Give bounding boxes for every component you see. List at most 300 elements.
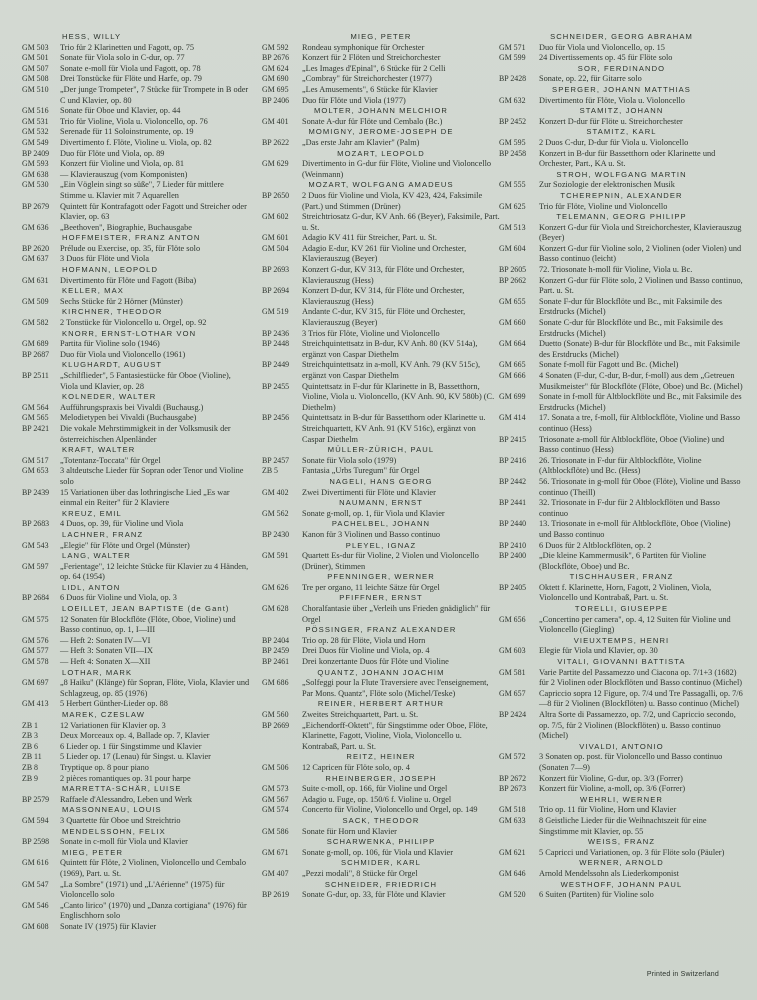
- composer-heading: MENDELSSOHN, FELIX: [62, 826, 166, 836]
- work-description: 6 Suiten (Partiten) für Violine solo: [539, 890, 654, 900]
- catalog-entry: [22, 318, 250, 329]
- work-description: „8 Haiku" (Klänge) für Sopran, Flöte, Viola, Klavier und Schlagzeug, op. 85 (1976): [60, 678, 250, 698]
- catalog-entry: [499, 816, 744, 837]
- catalog-entry: [22, 699, 250, 710]
- composer-heading: KELLER, MAX: [62, 286, 124, 296]
- catalog-entry: [22, 159, 250, 170]
- catalog-entry: [262, 583, 500, 594]
- work-description: Die vokale Mehrstimmigkeit in der Volksmusik der österreichischen Alpenländer: [60, 423, 231, 444]
- work-description: 2 pièces romantiques op. 31 pour harpe: [60, 773, 191, 783]
- catalog-entry: [499, 710, 744, 742]
- work-description: Sonate A-dur für Flöte und Cembalo (Bc.): [302, 116, 443, 126]
- catalog-entry: [22, 858, 250, 879]
- catalog-number: BP 2421: [22, 423, 50, 433]
- work-description: — Heft 4: Sonaten X—XII: [60, 657, 151, 667]
- catalog-number: GM 513: [499, 222, 526, 232]
- catalog-number: GM 578: [22, 657, 49, 667]
- composer-heading: PACHELBEL, JOHANN: [331, 519, 431, 529]
- work-description: Zur Soziologie der elektronischen Musik: [539, 180, 675, 190]
- catalog-number: BP 2416: [499, 455, 527, 465]
- catalog-entry: [22, 202, 250, 223]
- catalog-entry: [499, 869, 744, 880]
- work-description: 15 Variationen über das lothringische Lied „Es war einmal ein Reiter" für 2 Klaviere: [60, 487, 230, 508]
- catalog-entry: [499, 646, 744, 657]
- work-description: Melodietypen bei Vivaldi (Buchausgabe): [60, 413, 197, 423]
- catalog-entry: [22, 85, 250, 106]
- catalog-entry: [262, 869, 500, 880]
- catalog-number: BP 2409: [22, 148, 50, 158]
- composer-heading: MASSONNEAU, LOUIS: [62, 805, 162, 815]
- catalog-entry: [22, 403, 250, 414]
- composer-heading: TISCHHAUSER, FRANZ: [569, 572, 674, 582]
- work-description: Konzert für Violine und Viola, op. 81: [60, 159, 185, 169]
- catalog-entry: [22, 816, 250, 827]
- work-description: Suite c-moll, op. 166, für Violine und Orgel: [302, 784, 448, 794]
- catalog-number: BP 2439: [22, 487, 50, 497]
- catalog-number: ZB 3: [22, 731, 39, 741]
- catalog-entry: [262, 265, 500, 286]
- work-description: „Les Images d'Epinal", 6 Stücke für 2 Celli: [302, 63, 446, 73]
- catalog-entry: [22, 456, 250, 467]
- catalog-entry: [499, 244, 744, 265]
- composer-heading: PÖSSINGER, FRANZ ALEXANDER: [305, 625, 457, 635]
- catalog-number: ZB 9: [22, 773, 39, 783]
- catalog-number: GM 510: [22, 84, 49, 94]
- work-description: „Pezzi modali", 8 Stücke für Orgel: [302, 868, 418, 878]
- catalog-number: GM 516: [22, 106, 49, 116]
- composer-heading: MIEG, PETER: [62, 847, 124, 857]
- work-description: Deux Morceaux op. 4, Ballade op. 7, Klavier: [60, 731, 210, 741]
- catalog-entry: [22, 53, 250, 64]
- catalog-entry: [499, 202, 744, 213]
- work-description: „Das erste Jahr am Klavier" (Palm): [302, 137, 420, 147]
- catalog-entry: [499, 435, 744, 456]
- catalog-number: GM 626: [262, 582, 289, 592]
- catalog-entry: [22, 223, 250, 234]
- work-description: Drei Tonstücke für Flöte und Harfe, op. 79: [60, 74, 202, 84]
- catalog-number: BP 2683: [22, 519, 50, 529]
- catalog-number: GM 591: [262, 551, 289, 561]
- composer-heading: WEHRLI, WERNER: [580, 794, 663, 804]
- catalog-entry: [262, 64, 500, 75]
- work-description: 5 Herbert Günther-Lieder op. 88: [60, 699, 168, 709]
- catalog-number: GM 593: [22, 159, 49, 169]
- work-description: — Heft 2: Sonaten IV—VI: [60, 635, 151, 645]
- catalog-number: GM 571: [499, 42, 526, 52]
- catalog-entry: [499, 360, 744, 371]
- catalog-number: GM 508: [22, 74, 49, 84]
- catalog-entry: [499, 689, 744, 710]
- catalog-entry: [499, 53, 744, 64]
- catalog-number: GM 413: [22, 699, 49, 709]
- catalog-number: GM 574: [262, 805, 289, 815]
- work-description: Triosonate a-moll für Altblockflöte, Oboe (Violine) und Basso continuo (Hess): [539, 434, 725, 455]
- work-description: Arnold Mendelssohn als Liederkomponist: [539, 868, 679, 878]
- catalog-number: BP 2441: [499, 498, 527, 508]
- catalog-entry: [499, 392, 744, 413]
- composer-heading: HOFFMEISTER, FRANZ ANTON: [62, 233, 201, 243]
- composer-heading: KNORR, ERNST-LOTHAR VON: [62, 328, 197, 338]
- catalog-number: BP 2440: [499, 519, 527, 529]
- catalog-number: GM 660: [499, 318, 526, 328]
- catalog-number: ZB 6: [22, 741, 39, 751]
- catalog-number: GM 562: [262, 508, 289, 518]
- work-description: Sonate für Horn und Klavier: [302, 826, 397, 836]
- catalog-entry: [499, 74, 744, 85]
- work-description: Sonate in f-moll für Altblockflöte und Bc., mit Faksimile des Erstdrucks (Michel): [539, 392, 742, 412]
- catalog-number: BP 2619: [262, 890, 290, 900]
- catalog-number: BP 2579: [22, 794, 50, 804]
- work-description: 12 Variationen für Klavier op. 3: [60, 720, 166, 730]
- catalog-entry: [262, 678, 500, 699]
- work-description: 5 Lieder op. 17 (Lenau) für Singst. u. Klavier: [60, 752, 211, 762]
- catalog-number: GM 695: [262, 84, 289, 94]
- work-description: Sonate für Viola solo in C-dur, op. 77: [60, 53, 185, 63]
- printed-in-note: Printed in Switzerland: [646, 971, 719, 978]
- catalog-number: BP 2449: [262, 360, 290, 370]
- work-description: 24 Divertissements op. 45 für Flöte solo: [539, 53, 673, 63]
- catalog-number: GM 504: [262, 243, 289, 253]
- composer-heading: SCHNEIDER, GEORG ABRAHAM: [550, 32, 693, 41]
- catalog-entry: [22, 64, 250, 75]
- composer-heading: MOZART, WOLFGANG AMADEUS: [308, 180, 454, 190]
- work-description: Elegie für Viola und Klavier, op. 30: [539, 646, 658, 656]
- work-description: Konzert für Violine, a-moll, op. 3/6 (Forrer): [539, 784, 686, 794]
- work-description: Rondeau symphonique für Orchester: [302, 42, 425, 52]
- catalog-number: BP 2669: [262, 720, 290, 730]
- catalog-entry: [22, 519, 250, 530]
- work-description: Konzert für Violine, G-dur, op. 3/3 (Forrer): [539, 773, 683, 783]
- work-description: Quintettsatz in B-dur für Bassetthorn oder Klarinette u. Streichquartett, KV Anh. 91 (KV 516c), ergänzt von Caspar Diethelm: [302, 413, 486, 444]
- catalog-entry: [22, 74, 250, 85]
- work-description: Capriccio sopra 12 Figure, op. 7/4 und Tre Passagalli, op. 7/6—8 für 2 Violinen (Blockflöten) u. Basso continuo (Michel): [539, 688, 743, 709]
- catalog-column-3: [499, 32, 744, 901]
- work-description: 6 Duos für Violine und Viola, op. 3: [60, 593, 177, 603]
- catalog-number: GM 520: [499, 890, 526, 900]
- catalog-entry: [499, 43, 744, 54]
- catalog-entry: [22, 795, 250, 806]
- catalog-entry: [22, 901, 250, 922]
- catalog-entry: [499, 223, 744, 244]
- catalog-number: GM 547: [22, 879, 49, 889]
- catalog-entry: [22, 138, 250, 149]
- catalog-number: GM 629: [262, 159, 289, 169]
- catalog-number: GM 595: [499, 137, 526, 147]
- catalog-number: BP 2693: [262, 265, 290, 275]
- catalog-number: BP 2404: [262, 635, 290, 645]
- catalog-number: ZB 5: [262, 466, 279, 476]
- catalog-entry: [262, 413, 500, 445]
- catalog-number: ZB 1: [22, 720, 39, 730]
- catalog-entry: [499, 138, 744, 149]
- composer-heading: QUANTZ, JOHANN JOACHIM: [317, 667, 445, 677]
- catalog-number: BP 2694: [262, 286, 290, 296]
- work-description: „Elegie" für Flöte und Orgel (Münster): [60, 540, 190, 550]
- catalog-number: GM 509: [22, 296, 49, 306]
- catalog-number: BP 2687: [22, 349, 50, 359]
- work-description: Tre per organo, 11 leichte Sätze für Orgel: [302, 582, 440, 592]
- work-description: Konzert G-dur für Viola und Streichorchester, Klavierauszug (Beyer): [539, 222, 742, 243]
- composer-heading: WESTHOFF, JOHANN PAUL: [560, 879, 683, 889]
- composer-heading: SPERGER, JOHANN MATTHIAS: [552, 84, 691, 94]
- catalog-number: GM 506: [262, 762, 289, 772]
- work-description: Sonate e-moll für Viola und Fagott, op. 78: [60, 63, 201, 73]
- catalog-number: GM 628: [262, 604, 289, 614]
- catalog-number: GM 697: [22, 678, 49, 688]
- catalog-entry: [262, 360, 500, 381]
- work-description: Sonate in c-moll für Viola und Klavier: [60, 837, 188, 847]
- catalog-number: BP 2662: [499, 275, 527, 285]
- composer-heading: MOZART, LEOPOLD: [337, 148, 425, 158]
- composer-heading: KOLNEDER, WALTER: [62, 392, 157, 402]
- catalog-number: GM 414: [499, 413, 526, 423]
- work-description: Adagio E-dur, KV 261 für Violine und Orchester, Klavierauszug (Beyer): [302, 243, 467, 264]
- work-description: Duo für Flöte und Viola (1977): [302, 95, 406, 105]
- catalog-number: GM 555: [499, 180, 526, 190]
- catalog-number: BP 2428: [499, 74, 527, 84]
- catalog-entry: [499, 413, 744, 434]
- catalog-entry: [499, 752, 744, 773]
- catalog-column-1: [22, 32, 250, 932]
- work-description: Choralfantasie über „Verleih uns Frieden gnädiglich" für Orgel: [302, 604, 491, 624]
- catalog-number: GM 507: [22, 63, 49, 73]
- catalog-entry: [262, 763, 500, 774]
- catalog-entry: [499, 265, 744, 276]
- work-description: Quintett für Kontrafagott oder Fagott und Streicher oder Klavier, op. 63: [60, 201, 247, 222]
- work-description: 3 Sonaten op. post. für Violoncello und Basso continuo (Sonaten 7—9): [539, 752, 723, 772]
- catalog-number: GM 656: [499, 614, 526, 624]
- catalog-entry: [262, 74, 500, 85]
- catalog-number: GM 518: [499, 805, 526, 815]
- catalog-entry: [499, 583, 744, 604]
- work-description: 72. Triosonate h-moll für Violine, Viola u. Bc.: [539, 265, 693, 275]
- catalog-number: BP 2400: [499, 551, 527, 561]
- catalog-number: GM 549: [22, 137, 49, 147]
- catalog-number: BP 2442: [499, 476, 527, 486]
- catalog-number: ZB 11: [22, 752, 42, 762]
- work-description: Quintettsatz in F-dur für Klarinette in B, Bassetthorn, Violine, Viola u. Violoncello, (KV Anh. 90, KV 580b) (C. Diethelm): [302, 381, 495, 412]
- work-description: Konzert D-dur für Flöte u. Streichorchester: [539, 116, 683, 126]
- work-description: „Die kleine Kammermusik", 6 Partiten für Violine (Blockflöte, Oboe) und Bc.: [539, 551, 707, 571]
- work-description: Zweites Streichquartett, Part. u. St.: [302, 710, 419, 719]
- catalog-number: GM 407: [262, 868, 289, 878]
- catalog-entry: [22, 127, 250, 138]
- catalog-entry: [262, 795, 500, 806]
- catalog-entry: [499, 498, 744, 519]
- work-description: 2 Duos C-dur, D-dur für Viola u. Violoncello: [539, 137, 689, 147]
- catalog-entry: [262, 456, 500, 467]
- catalog-entry: [499, 784, 744, 795]
- work-description: 13. Triosonate in e-moll für Altblockflöte, Oboe (Violine) und Basso continuo: [539, 519, 731, 539]
- catalog-number: GM 573: [262, 784, 289, 794]
- catalog-number: GM 699: [499, 392, 526, 402]
- work-description: Trio für Flöte, Violine und Violoncello: [539, 201, 668, 211]
- catalog-entry: [22, 350, 250, 361]
- catalog-entry: [22, 43, 250, 54]
- catalog-number: GM 532: [22, 127, 49, 137]
- work-description: 3 Duos für Flöte und Viola: [60, 254, 149, 264]
- catalog-number: GM 604: [499, 243, 526, 253]
- composer-heading: PFIFFNER, ERNST: [339, 593, 423, 603]
- work-description: Trio op. 28 für Flöte, Viola und Horn: [302, 635, 426, 645]
- work-description: Kanon für 3 Violinen und Basso continuo: [302, 529, 441, 539]
- work-description: Duo für Flöte und Viola, op. 89: [60, 148, 165, 158]
- catalog-number: GM 632: [499, 95, 526, 105]
- catalog-entry: [499, 371, 744, 392]
- work-description: Konzert G-dur für Flöte solo, 2 Violinen und Basso continuo, Part. u. St.: [539, 275, 743, 296]
- composer-heading: PFENNINGER, WERNER: [327, 572, 435, 582]
- catalog-entry: [499, 519, 744, 540]
- work-description: 2 Duos für Violine und Viola, KV 423, 424, Faksimile (Part.) und Stimmen (Drüner): [302, 190, 483, 211]
- catalog-entry: [22, 339, 250, 350]
- composer-heading: VITALI, GIOVANNI BATTISTA: [557, 657, 686, 667]
- catalog-entry: [262, 43, 500, 54]
- catalog-number: GM 594: [22, 815, 49, 825]
- composer-heading: MARRETTA-SCHÄR, LUISE: [62, 784, 182, 794]
- catalog-entry: [262, 784, 500, 795]
- catalog-number: BP 2605: [499, 265, 527, 275]
- work-description: Concerto für Violine, Violoncello und Orgel, op. 149: [302, 805, 478, 815]
- catalog-number: GM 601: [262, 233, 289, 243]
- catalog-number: GM 621: [499, 847, 526, 857]
- catalog-number: GM 567: [262, 794, 289, 804]
- composer-heading: NAUMANN, ERNST: [339, 498, 423, 508]
- catalog-entry: [262, 509, 500, 520]
- composer-heading: NAGELI, HANS GEORG: [329, 476, 433, 486]
- catalog-entry: [262, 85, 500, 96]
- composer-heading: TELEMANN, GEORG PHILIPP: [556, 212, 687, 222]
- catalog-number: GM 690: [262, 74, 289, 84]
- composer-heading: MOMIGNY, JEROME-JOSEPH DE: [308, 127, 454, 137]
- catalog-entry: [262, 244, 500, 265]
- composer-heading: SCHMIDER, KARL: [341, 858, 421, 868]
- work-description: „Les Amusements", 6 Stücke für Klavier: [302, 84, 438, 94]
- work-description: „Combray" für Streichorchester (1977): [302, 74, 432, 84]
- catalog-entry: [499, 890, 744, 901]
- catalog-number: GM 636: [22, 222, 49, 232]
- composer-heading: SACK, THEODOR: [342, 815, 420, 825]
- catalog-entry: [262, 382, 500, 414]
- catalog-entry: [22, 731, 250, 742]
- catalog-entry: [22, 180, 250, 201]
- catalog-number: ZB 8: [22, 762, 39, 772]
- catalog-number: GM 625: [499, 201, 526, 211]
- catalog-number: BP 2415: [499, 434, 527, 444]
- catalog-entry: [262, 721, 500, 753]
- catalog-entry: [499, 541, 744, 552]
- composer-heading: LACHNER, FRANZ: [62, 529, 144, 539]
- catalog-entry: [262, 551, 500, 572]
- catalog-entry: [22, 424, 250, 445]
- catalog-number: GM 624: [262, 63, 289, 73]
- work-description: Konzert D-dur, KV 314, für Flöte und Orchester, Klavierauszug (Hess): [302, 286, 465, 306]
- catalog-entry: [22, 466, 250, 487]
- catalog-entry: [262, 138, 500, 149]
- catalog-entry: [22, 678, 250, 699]
- work-description: Oktett f. Klarinette, Horn, Fagott, 2 Violinen, Viola, Violoncello und Kontrabaß, Part. u. St.: [539, 582, 712, 603]
- work-description: Partita für Violine solo (1946): [60, 339, 160, 349]
- composer-heading: STAMITZ, KARL: [586, 127, 657, 137]
- catalog-number: GM 638: [22, 169, 49, 179]
- work-description: Duo für Viola und Violoncello (1961): [60, 349, 186, 359]
- catalog-number: GM 633: [499, 815, 526, 825]
- catalog-entry: [499, 339, 744, 360]
- catalog-number: BP 2620: [22, 243, 50, 253]
- catalog-number: GM 653: [22, 466, 49, 476]
- work-description: Trio für Violine, Viola u. Violoncello, op. 76: [60, 116, 208, 126]
- catalog-number: GM 646: [499, 868, 526, 878]
- catalog-number: BP 2406: [262, 95, 290, 105]
- catalog-number: GM 575: [22, 614, 49, 624]
- catalog-number: GM 530: [22, 180, 49, 190]
- catalog-entry: [22, 880, 250, 901]
- catalog-entry: [22, 837, 250, 848]
- catalog-entry: [22, 742, 250, 753]
- catalog-number: GM 531: [22, 116, 49, 126]
- catalog-number: BP 2436: [262, 328, 290, 338]
- work-description: Adagio u. Fuge, op. 150/6 f. Violine u. Orgel: [302, 794, 452, 804]
- catalog-entry: [499, 551, 744, 572]
- catalog-entry: [262, 710, 500, 721]
- catalog-entry: [22, 170, 250, 181]
- catalog-number: BP 2511: [22, 371, 49, 380]
- work-description: Sonate g-moll, op. 106, für Viola und Klavier: [302, 847, 453, 857]
- catalog-number: GM 582: [22, 318, 49, 328]
- catalog-entry: [499, 318, 744, 339]
- catalog-entry: [22, 254, 250, 265]
- work-description: „Eichendorff-Oktett", für Singstimme oder Oboe, Flöte, Klarinette, Fagott, Violine, Viola, Violoncello u. Kontrabaß, Part. u. St.: [302, 720, 488, 751]
- catalog-entry: [262, 286, 500, 307]
- composer-heading: REITZ, HEINER: [346, 752, 416, 762]
- composer-heading: PLEYEL, IGNAZ: [345, 540, 417, 550]
- catalog-number: GM 592: [262, 42, 289, 52]
- catalog-number: BP 2673: [499, 784, 527, 794]
- catalog-entry: [22, 488, 250, 509]
- catalog-entry: [22, 646, 250, 657]
- catalog-entry: [262, 117, 500, 128]
- work-description: Duetto (Sonate) B-dur für Blockflöte und Bc., mit Faksimile des Erstdrucks (Michel): [539, 339, 740, 359]
- composer-heading: HESS, WILLY: [62, 32, 122, 41]
- catalog-entry: [22, 752, 250, 763]
- catalog-number: GM 402: [262, 487, 289, 497]
- work-description: Aufführungspraxis bei Vivaldi (Buchausg.): [60, 402, 204, 412]
- catalog-number: GM 543: [22, 540, 49, 550]
- composer-heading: STROH, WOLFGANG MARTIN: [556, 169, 687, 179]
- catalog-entry: [499, 117, 744, 128]
- catalog-number: GM 565: [22, 413, 49, 423]
- catalog-number: GM 517: [22, 455, 49, 465]
- work-description: 6 Duos für 2 Altblockflöten, op. 2: [539, 540, 652, 550]
- catalog-entry: [22, 657, 250, 668]
- work-description: Drei Duos für Violine und Viola, op. 4: [302, 646, 430, 656]
- catalog-entry: [499, 456, 744, 477]
- catalog-entry: [262, 646, 500, 657]
- catalog-number: BP 2452: [499, 116, 527, 126]
- catalog-entry: [262, 488, 500, 499]
- work-description: Divertimento für Flöte, Viola u. Violoncello: [539, 95, 685, 105]
- catalog-number: GM 577: [22, 646, 49, 656]
- catalog-entry: [499, 149, 744, 170]
- composer-heading: KIRCHNER, THEODOR: [62, 307, 163, 317]
- composer-heading: KREUZ, EMIL: [62, 508, 122, 518]
- catalog-entry: [22, 149, 250, 160]
- catalog-entry: [262, 339, 500, 360]
- catalog-number: GM 602: [262, 212, 289, 222]
- catalog-number: BP 2684: [22, 593, 50, 603]
- catalog-entry: [22, 106, 250, 117]
- catalog-entry: [22, 922, 250, 933]
- catalog-number: BP 2448: [262, 339, 290, 349]
